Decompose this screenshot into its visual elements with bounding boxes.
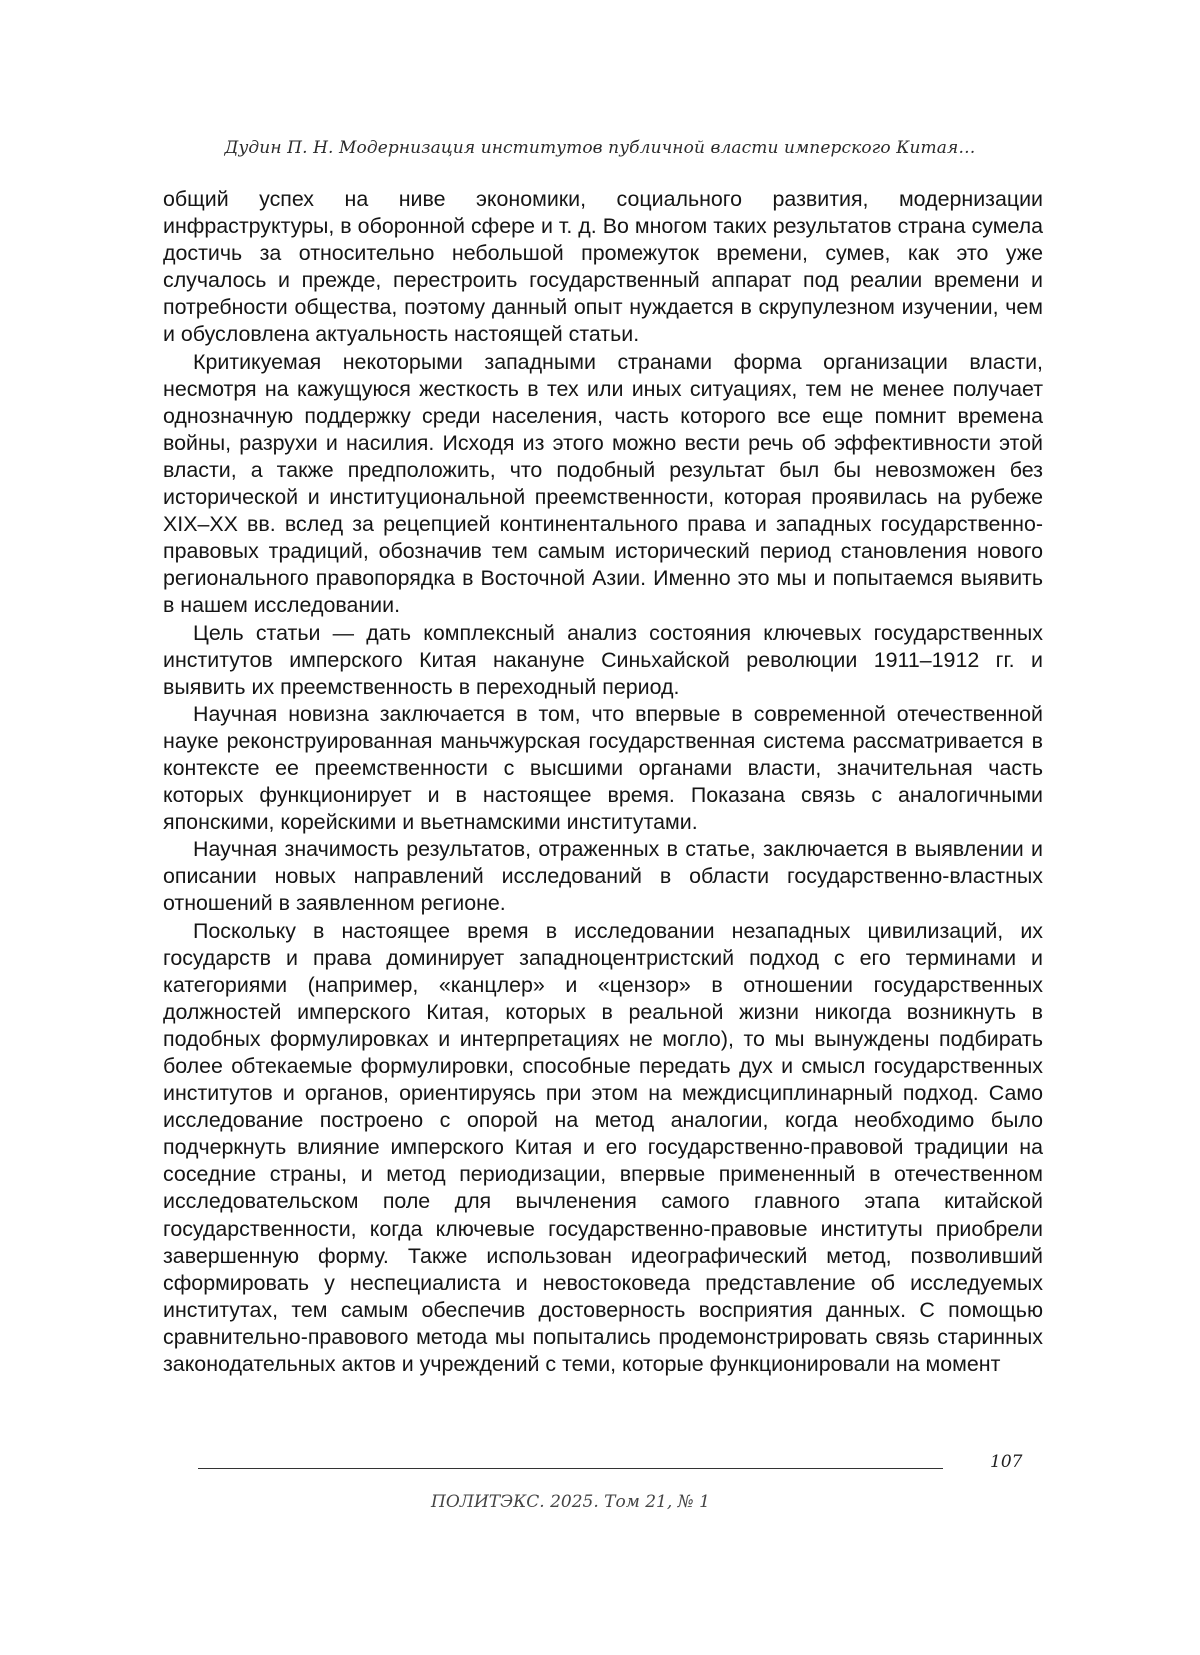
paragraph-methods: Поскольку в настоящее время в исследовании незападных цивилизаций, их государств и права доминирует западноцентристский подход с его терминами и категориями (например, «канцлер» и «цензор» в отношении государственных должностей имперского Китая, которых в реальной жизни никогда возникнуть в подобных формулировках и интерпретациях не могло), то мы вынуждены подбирать более обтекаемые формулировки, способные передать дух и смысл государственных институтов и органов, ориентируясь при этом на междисциплинарный подход. Само исследование построено с опорой на метод аналогии, когда необходимо было подчеркнуть влияние имперского Китая и его государственно-правовой традиции на соседние страны, и метод периодизации, впервые примененный в отечественном исследовательском поле для вычленения самого главного этапа китайской государственности, когда ключевые государственно-правовые институты приобрели завершенную форму. Также использован идеографический метод, позволивший сформировать у неспециалиста и невостоковеда представление об исследуемых институтах, тем самым обеспечив достоверность восприятия данных. С помощью сравнительно-правового метода мы попытались продемонстрировать связь старинных законодательных актов и учреждений с теми, которые функционировали на момент bbox=[163, 918, 1043, 1377]
running-head: Дудин П. Н. Модернизация институтов публичной власти имперского Китая… bbox=[224, 138, 976, 158]
paragraph-relevance: Критикуемая некоторыми западными странами форма организации власти, несмотря на кажущуюся жесткость в тех или иных ситуациях, тем не менее получает однозначную поддержку среди населения, часть которого все еще помнит времена войны, разрухи и насилия. Исходя из этого можно вести речь об эффективности этой власти, а также предположить, что подобный результат был бы невозможен без исторической и институциональной преемственности, которая проявилась на рубеже XIX–XX вв. вслед за рецепцией континентального права и западных государственно-правовых традиций, обозначив тем самым исторический период становления нового регионального правопорядка в Восточной Азии. Именно это мы и попытаемся выявить в нашем исследовании. bbox=[163, 349, 1043, 618]
journal-footer: ПОЛИТЭКС. 2025. Том 21, № 1 bbox=[431, 1492, 710, 1512]
article-body bbox=[163, 186, 1043, 1378]
page-number: 107 bbox=[990, 1452, 1023, 1472]
paragraph-novelty: Научная новизна заключается в том, что впервые в современной отечественной науке реконструированная маньчжурская государственная система рассматривается в контексте ее преемственности с высшими органами власти, значительная часть которых функционирует и в настоящее время. Показана связь с аналогичными японскими, корейскими и вьетнамскими институтами. bbox=[163, 701, 1043, 835]
paragraph-goal: Цель статьи — дать комплексный анализ состояния ключевых государственных институтов имперского Китая накануне Синьхайской революции 1911–1912 гг. и выявить их преемственность в переходный период. bbox=[163, 620, 1043, 699]
paragraph-significance: Научная значимость результатов, отраженных в статье, заключается в выявлении и описании новых направлений исследований в области государственно-властных отношений в заявленном регионе. bbox=[163, 837, 1043, 916]
paragraph-continuation: общий успех на ниве экономики, социального развития, модернизации инфраструктуры, в оборонной сфере и т. д. Во многом таких результатов страна сумела достичь за относительно небольшой промежуток времени, сумев, как это уже случалось и прежде, перестроить государственный аппарат под реалии времени и потребности общества, поэтому данный опыт нуждается в скрупулезном изучении, чем и обусловлена актуальность настоящей статьи. bbox=[163, 187, 1043, 347]
footer-rule bbox=[198, 1468, 943, 1469]
